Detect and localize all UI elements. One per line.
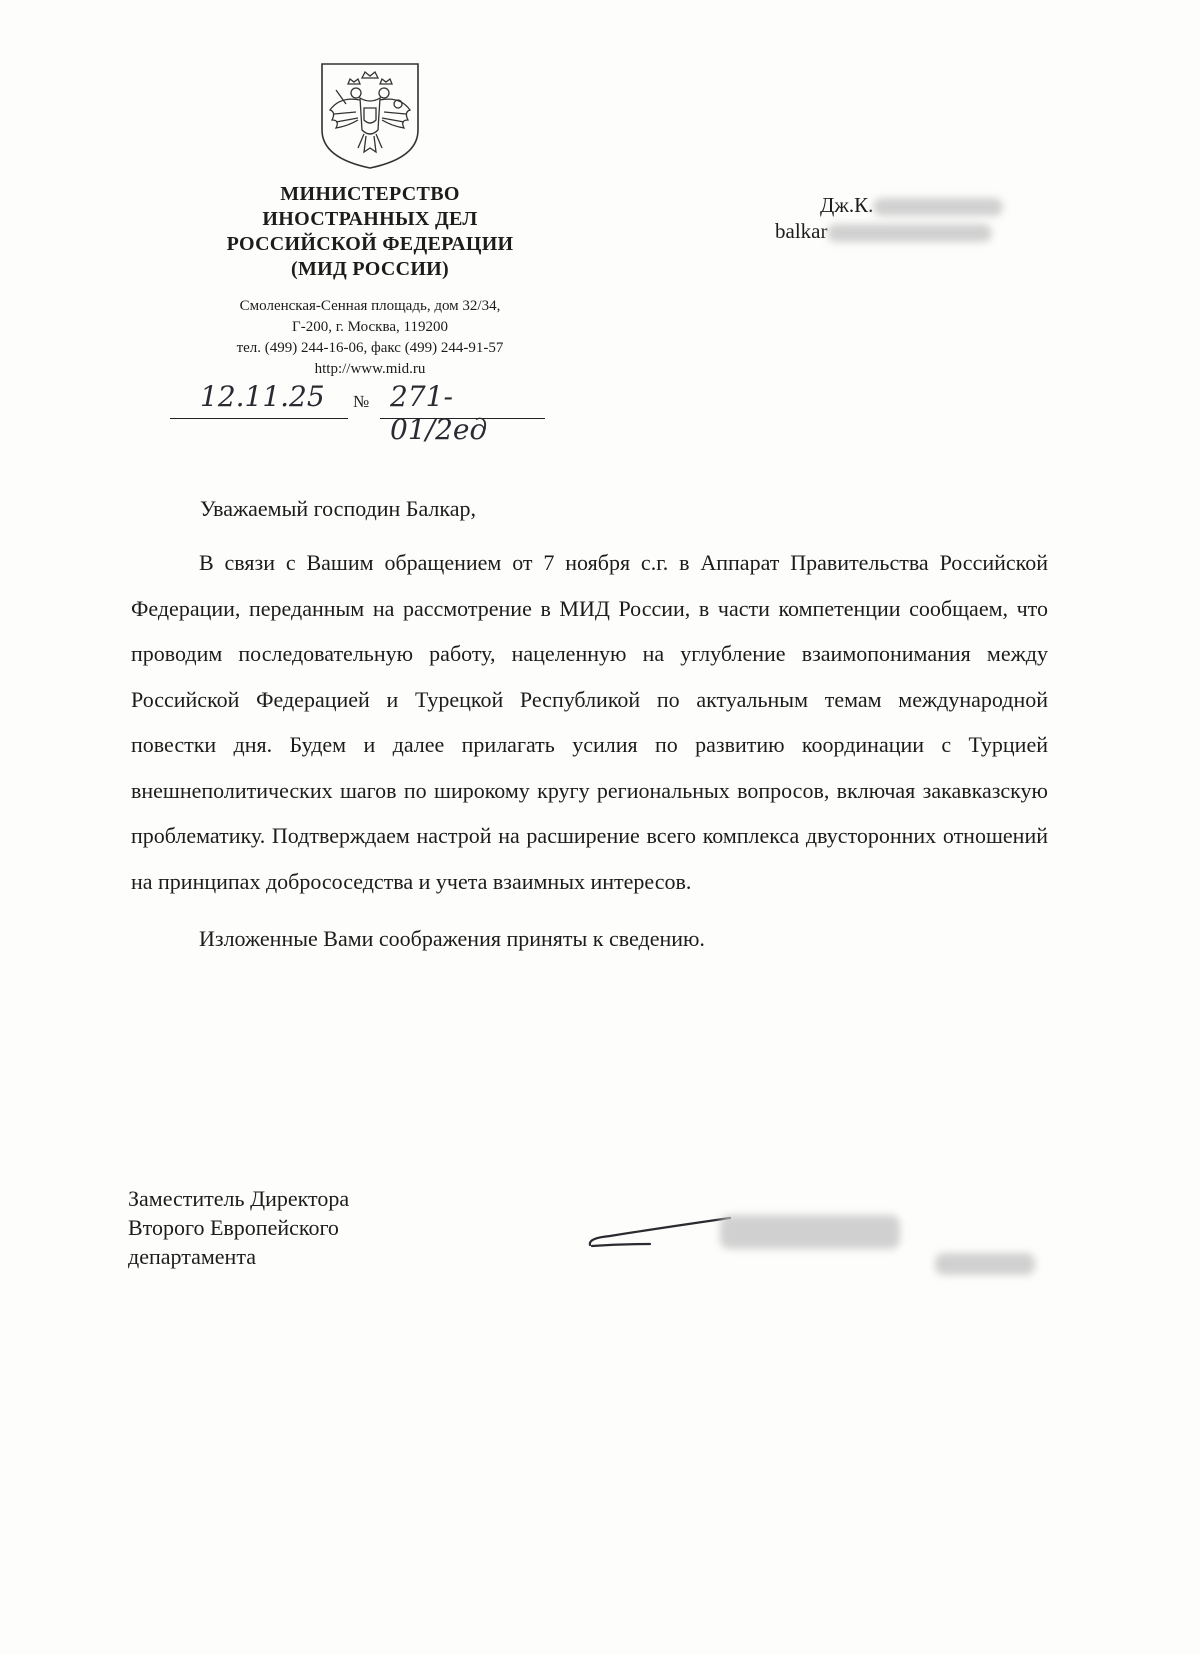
website-link[interactable]: http://www.mid.ru: [314, 361, 426, 377]
signatory-title-line: Заместитель Директора: [128, 1186, 350, 1211]
registration-date: 12.11.25: [200, 380, 325, 413]
ministry-name-line: ИНОСТРАННЫХ ДЕЛ: [262, 208, 478, 230]
signatory-title: [128, 1184, 349, 1271]
address-line: тел. (499) 244-16-06, факс (499) 244-91-57: [236, 340, 504, 356]
registration-line: [170, 380, 550, 446]
address-line: Г-200, г. Москва, 119200: [292, 319, 448, 335]
body-paragraph: В связи с Вашим обращением от 7 ноября с.г. в Аппарат Правительства Российской Федерации, переданным на рассмотрение в МИД России, в части компетенции сообщаем, что проводим последовательную работу, нацеленную на углубление взаимопонимания между Российской Федерацией и Турецкой Республикой по актуальным темам международной повестки дня. Будем и далее прилагать усилия по развитию координации с Турцией внешнеполитических шагов по широкому кругу региональных вопросов, включая закавказскую проблематику. Подтверждаем настрой на расширение всего комплекса двусторонних отношений на принципах добрососедства и учета взаимных интересов.: [131, 550, 1048, 894]
ministry-name: [190, 182, 550, 282]
redacted-name: [873, 198, 1003, 216]
recipient-email: balkar: [775, 219, 828, 243]
redacted-signatory-name: [935, 1253, 1035, 1275]
ministry-name-line: (МИД РОССИИ): [290, 258, 449, 280]
number-underline: [380, 418, 545, 419]
ministry-name-line: РОССИЙСКОЙ ФЕДЕРАЦИИ: [226, 233, 514, 255]
russian-coat-of-arms-icon: [318, 60, 422, 172]
redacted-signature: [720, 1215, 900, 1249]
address-line: Смоленская-Сенная площадь, дом 32/34,: [239, 298, 501, 314]
redacted-email: [827, 224, 992, 242]
ministry-address: [190, 296, 550, 380]
registration-number: 271-01/2ед: [390, 380, 488, 446]
letter-body: [131, 540, 1048, 962]
recipient-block: [775, 192, 1003, 244]
signatory-title-line: департамента: [128, 1244, 256, 1269]
number-sign: №: [353, 392, 370, 411]
salutation: Уважаемый господин Балкар,: [200, 496, 477, 521]
signatory-title-line: Второго Европейского: [128, 1215, 339, 1240]
ministry-name-line: МИНИСТЕРСТВО: [280, 183, 460, 205]
date-underline: [170, 418, 348, 419]
recipient-name: Дж.К.: [820, 193, 874, 217]
body-paragraph: Изложенные Вами соображения приняты к сведению.: [199, 926, 705, 951]
